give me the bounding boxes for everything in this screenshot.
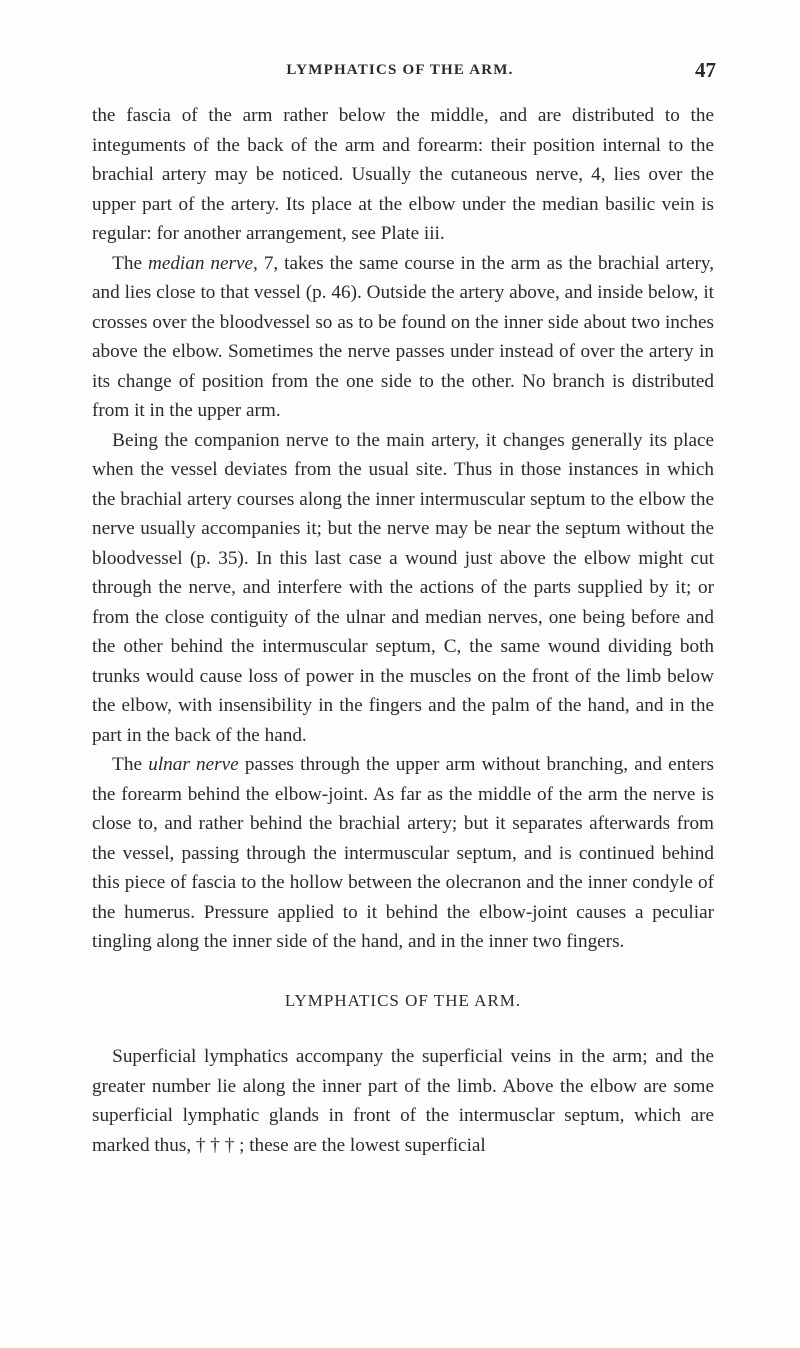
section-heading: LYMPHATICS OF THE ARM. xyxy=(284,990,522,1010)
paragraph-lead: The xyxy=(112,754,149,775)
term-ulnar-nerve: ulnar nerve xyxy=(148,754,239,775)
paragraph-text: 7, takes the same course in the arm as the brachial artery, and lies close to that vessel (p. 46). Outside the artery above, and inside below, it crosses over the bloodvessel so as to be found on the inner side about two inches above the elbow. Sometimes the nerve passes under instead of over the artery in its change of position from the one side to the other. No branch is distributed from it in the upper arm. xyxy=(92,252,714,421)
body-text xyxy=(92,101,714,1160)
paragraph-text: passes through the upper arm without branching, and enters the forearm behind the elbow-joint. As far as the middle of the arm the nerve is close to, and rather behind the brachial artery; but it separates afterwards from the vessel, passing through the intermuscular septum, and is continued behind this piece of fascia to the hollow between the olecranon and the inner condyle of the humerus. Pressure applied to it behind the elbow-joint causes a peculiar tingling along the inner side of the hand, and in the inner two fingers. xyxy=(92,754,714,952)
paragraph-lead: The xyxy=(112,252,148,274)
paragraph: Being the companion nerve to the main artery, it changes generally its place when the vessel deviates from the usual site. Thus in those instances in which the brachial artery courses along the inner intermuscular septum to the elbow the nerve usually accompanies it; but the nerve may be near the septum without the bloodvessel (p. 35). In this last case a wound just above the elbow might cut through the nerve, and interfere with the actions of the parts supplied by it; or from the close contiguity of the ulnar and median nerves, one being before and the other behind the intermuscular septum, C, the same wound dividing both trunks would cause loss of power in the muscles on the front of the limb below the elbow, with insensibility in the fingers and the palm of the hand, and in the part in the back of the hand. xyxy=(92,429,714,746)
paragraph-median-nerve xyxy=(92,249,714,426)
term-median-nerve: median nerve, xyxy=(147,252,258,274)
paragraph: the fascia of the arm rather below the middle, and are distributed to the integuments of the back of the arm and forearm: their position internal to the brachial artery may be noticed. Usually the cutaneous nerve, 4, lies over the upper part of the artery. Its place at the elbow under the median basilic vein is regular: for another arrangement, see Plate iii. xyxy=(92,105,714,244)
page-number: 47 xyxy=(695,58,716,82)
running-title: LYMPHATICS OF THE ARM. xyxy=(286,62,514,78)
paragraph: Superficial lymphatics accompany the superficial veins in the arm; and the greater number lie along the inner part of the limb. Above the elbow are some superficial lymphatic glands in front of the intermusclar septum, which are marked thus, † † † ; these are the lowest superficial xyxy=(92,1046,714,1156)
running-head xyxy=(0,58,800,86)
paragraph-ulnar-nerve xyxy=(92,750,714,957)
